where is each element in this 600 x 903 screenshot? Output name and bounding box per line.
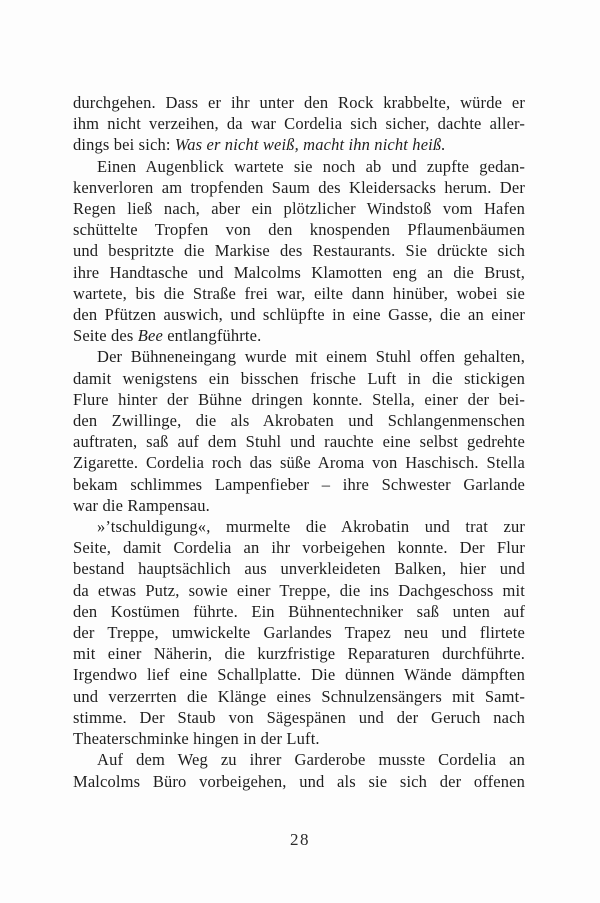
body-text: Einen Augenblick wartete sie noch ab und zupfte gedan-: [97, 156, 525, 176]
body-text: entlangführte.: [162, 326, 262, 346]
body-text: ihre Handtasche und Malcolms Klamotten eng an die Brust,: [73, 262, 525, 282]
body-text: Seite, damit Cordelia an ihr vorbeigehen konnte. Der Flur: [73, 538, 525, 558]
text-line: [73, 749, 525, 770]
body-text: der Treppe, umwickelte Garlandes Trapez neu und flirtete: [73, 623, 525, 643]
text-line: [73, 134, 525, 155]
text-line: [73, 601, 525, 622]
body-text: »’tschuldigung«, murmelte die Akrobatin und trat zur: [97, 517, 525, 537]
text-line: [73, 643, 525, 664]
body-text: kenverloren am tropfenden Saum des Kleidersacks herum. Der: [73, 177, 525, 197]
body-text: da etwas Putz, sowie einer Treppe, die ins Dachgeschoss mit: [73, 580, 525, 600]
text-line: [73, 304, 525, 325]
body-text: Malcolms Büro vorbeigehen, und als sie sich der offenen: [73, 771, 525, 791]
italic-text: Bee: [137, 326, 163, 346]
body-text: und bespritzte die Markise des Restaurants. Sie drückte sich: [73, 241, 525, 261]
body-text: wartete, bis die Straße frei war, eilte dann hinüber, wobei sie: [73, 283, 525, 303]
body-text: Irgendwo lief eine Schallplatte. Die dünnen Wände dämpften: [73, 665, 525, 685]
text-line: [73, 537, 525, 558]
text-line: [73, 368, 525, 389]
body-text: stimme. Der Staub von Sägespänen und der Geruch nach: [73, 707, 525, 727]
body-text: Regen ließ nach, aber ein plötzlicher Windstoß vom Hafen: [73, 199, 525, 219]
text-line: [73, 771, 525, 792]
body-text: den Zwillinge, die als Akrobaten und Schlangenmenschen: [73, 411, 525, 431]
text-line: [73, 452, 525, 473]
body-text: war die Rampensau.: [73, 495, 210, 515]
text-line: [73, 495, 525, 516]
text-line: [73, 219, 525, 240]
text-line: [73, 431, 525, 452]
text-line: [73, 516, 525, 537]
body-text: bestand hauptsächlich aus unverkleideten Balken, hier und: [73, 559, 525, 579]
text-line: [73, 262, 525, 283]
text-line: [73, 686, 525, 707]
text-line: [73, 240, 525, 261]
text-line: [73, 622, 525, 643]
body-text: ihm nicht verzeihen, da war Cordelia sich sicher, dachte aller-: [73, 114, 525, 134]
text-line: [73, 558, 525, 579]
body-text: dings bei sich:: [73, 135, 175, 155]
body-text: durchgehen. Dass er ihr unter den Rock krabbelte, würde er: [73, 93, 525, 112]
text-line: [73, 177, 525, 198]
body-text: Der Bühneneingang wurde mit einem Stuhl offen gehalten,: [97, 347, 525, 367]
body-text: damit wenigstens ein bisschen frische Luft in die stickigen: [73, 368, 525, 388]
text-line: [73, 664, 525, 685]
text-line: [73, 474, 525, 495]
text-line: [73, 156, 525, 177]
body-text: Theaterschminke hingen in der Luft.: [73, 729, 320, 749]
body-text: Seite des: [73, 326, 138, 346]
text-line: [73, 346, 525, 367]
body-text: und verzerrten die Klänge eines Schnulzensängers mit Samt-: [73, 686, 525, 706]
text-line: [73, 728, 525, 749]
body-text: Auf dem Weg zu ihrer Garderobe musste Cordelia an: [97, 750, 525, 770]
text-line: [73, 389, 525, 410]
page-number: 28: [290, 830, 310, 849]
text-line: [73, 198, 525, 219]
body-text: Flure hinter der Bühne dringen konnte. Stella, einer der bei-: [73, 389, 525, 409]
body-text: mit einer Näherin, die kurzfristige Reparaturen durchführte.: [73, 644, 525, 664]
text-line: [73, 113, 525, 134]
text-line: [73, 283, 525, 304]
body-text: bekam schlimmes Lampenfieber – ihre Schwester Garlande: [73, 474, 525, 494]
body-text: auftraten, saß auf dem Stuhl und rauchte eine selbst gedrehte: [73, 432, 525, 452]
text-line: [73, 707, 525, 728]
text-line: [73, 580, 525, 601]
body-text: den Kostümen führte. Ein Bühnentechniker saß unten auf: [73, 601, 525, 621]
italic-text: Was er nicht weiß, macht ihn nicht heiß.: [174, 135, 446, 155]
body-text: den Pfützen auswich, und schlüpfte in eine Gasse, die an einer: [73, 305, 525, 325]
text-line: [73, 325, 525, 346]
body-text: Zigarette. Cordelia roch das süße Aroma von Haschisch. Stella: [73, 453, 525, 473]
body-text: schüttelte Tropfen von den knospenden Pflaumenbäumen: [73, 220, 525, 240]
text-block: [73, 92, 525, 792]
text-line: [73, 92, 525, 113]
text-line: [73, 410, 525, 431]
